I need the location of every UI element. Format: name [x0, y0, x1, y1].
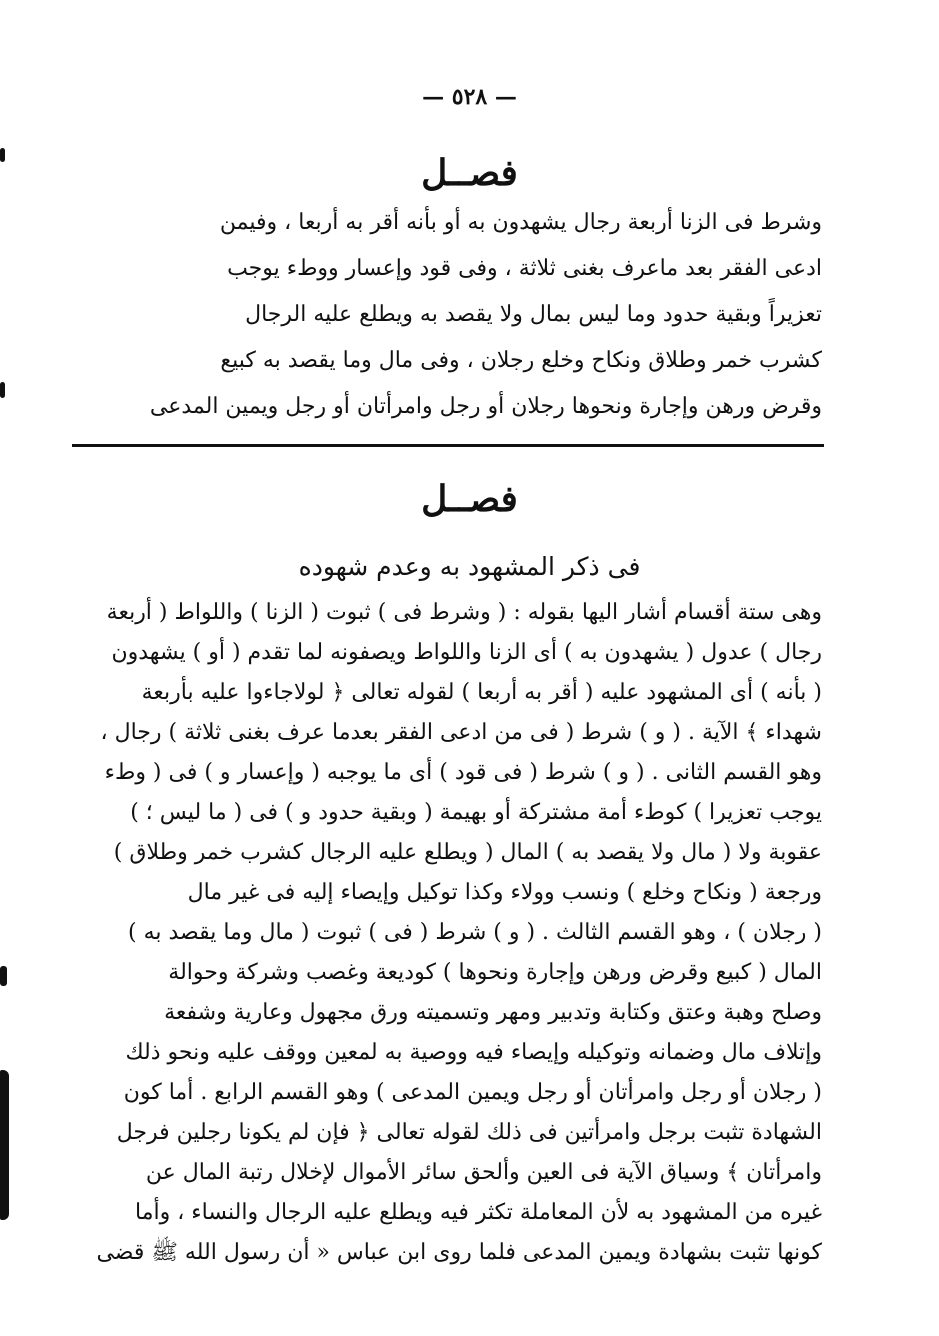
sharh-line: ( رجلان ) ، وهو القسم الثالث . ( و ) شرط ( فى ) ثبوت ( مال وما يقصد به ) — [128, 920, 822, 945]
page-number: — ٥٢٨ — — [422, 84, 517, 110]
sharh-line: وإتلاف مال وضمانه وتوكيله وإيصاء فيه ووصية به لمعين ووقف عليه ونحو ذلك — [125, 1040, 822, 1065]
matn-line: كشرب خمر وطلاق ونكاح وخلع رجلان ، وفى مال وما يقصد به كبيع — [220, 348, 822, 373]
section-heading-sharh: فصــل — [421, 478, 518, 520]
sharh-line: رجال ) عدول ( يشهدون به ) أى الزنا واللواط ويصفونه لما تقدم ( أو ) يشهدون — [111, 640, 822, 665]
sharh-line: شهداء ﴾ الآية . ( و ) شرط ( فى من ادعى الفقر بعدما عرف بغنى ثلاثة ) رجال ، — [100, 720, 822, 745]
scan-edge-mark — [0, 966, 7, 986]
separator-rule — [72, 444, 824, 447]
section-subheading: فى ذكر المشهود به وعدم شهوده — [298, 552, 641, 581]
sharh-line: المال ( كبيع وقرض ورهن وإجارة ونحوها ) كوديعة وغصب وشركة وحوالة — [168, 960, 822, 985]
matn-line: تعزيراً وبقية حدود وما ليس بمال ولا يقصد به ويطلع عليه الرجال — [245, 302, 822, 327]
sharh-line: الشهادة تثبت برجل وامرأتين فى ذلك لقوله تعالى ﴿ فإن لم يكونا رجلين فرجل — [116, 1120, 822, 1145]
section-heading-matn: فصــل — [421, 152, 518, 194]
matn-text-block — [92, 200, 822, 430]
sharh-line: ( بأنه ) أى المشهود عليه ( أقر به أربعا ) لقوله تعالى ﴿ لولاجاءوا عليه بأربعة — [141, 680, 822, 705]
sharh-line: غيره من المشهود به لأن المعاملة تكثر فيه ويطلع عليه الرجال والنساء ، وأما — [135, 1200, 822, 1225]
sharh-line: وامرأتان ﴾ وسياق الآية فى العين وألحق سائر الأموال لإخلال رتبة المال عن — [145, 1160, 822, 1185]
sharh-line: ورجعة ( ونكاح وخلع ) ونسب وولاء وكذا توكيل وإيصاء إليه فى غير مال — [187, 880, 822, 905]
matn-line: وشرط فى الزنا أربعة رجال يشهدون به أو بأنه أقر به أربعا ، وفيمن — [219, 210, 822, 235]
sharh-line: كونها تثبت بشهادة ويمين المدعى فلما روى ابن عباس « أن رسول الله ﷺ قضى — [96, 1240, 822, 1265]
scan-edge-mark — [0, 1070, 9, 1220]
scan-edge-mark — [0, 148, 5, 162]
sharh-line: ( رجلان أو رجل وامرأتان أو رجل ويمين المدعى ) وهو القسم الرابع . أما كون — [123, 1080, 822, 1105]
sharh-line: يوجب تعزيرا ) كوطء أمة مشتركة أو بهيمة ( وبقية حدود و ) فى ( ما ليس ؛ ) — [130, 800, 822, 825]
sharh-text-block — [92, 593, 822, 1273]
matn-line: وقرض ورهن وإجارة ونحوها رجلان أو رجل وامرأتان أو رجل ويمين المدعى — [149, 394, 822, 419]
sharh-line: وهو القسم الثانى . ( و ) شرط ( فى قود ) أى ما يوجبه ( وإعسار و ) فى ( وطء — [104, 760, 822, 785]
matn-line: ادعى الفقر بعد ماعرف بغنى ثلاثة ، وفى قود وإعسار ووطء يوجب — [227, 256, 822, 281]
sharh-line: وهى ستة أقسام أشار اليها بقوله : ( وشرط فى ) ثبوت ( الزنا ) واللواط ( أربعة — [106, 600, 822, 625]
scan-edge-mark — [0, 382, 5, 398]
sharh-line: وصلح وهبة وعتق وكتابة وتدبير ومهر وتسميته ورق مجهول وعارية وشفعة — [164, 1000, 822, 1025]
sharh-line: عقوبة ولا ( مال ولا يقصد به ) المال ( ويطلع عليه الرجال كشرب خمر وطلاق ) — [113, 840, 822, 865]
